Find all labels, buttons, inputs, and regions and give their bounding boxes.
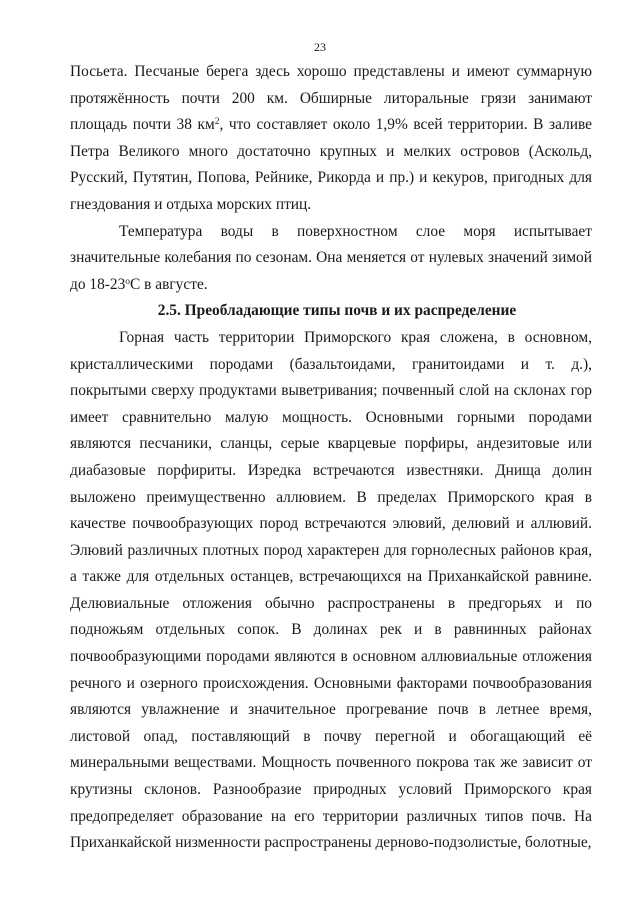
paragraph-coast: [70, 59, 592, 219]
page-body: [70, 59, 592, 857]
paragraph-water-temperature-text-a: Температура воды в поверхностном слое моря испытывает значительные колебания по сезонам. Она меняется от нулевых значений зимой до 18-23: [70, 222, 592, 293]
paragraph-soils: Горная часть территории Приморского края сложена, в основном, кристаллическими породами (базальтоидами, гранитоидами и т. д.), покрытыми сверху продуктами выветривания; почвенный слой на склонах гор имеет сравнительно малую мощность. Основными горными породами являются песчаники, сланцы, серые кварцевые порфиры, андезитовые или диабазовые порфириты. Изредка встречаются известняки. Днища долин выложено преимущественно аллювием. В пределах Приморского края в качестве почвообразующих пород встречаются элювий, делювий и аллювий. Элювий различных плотных пород характерен для горнолесных районов края, а также для отдельных останцев, встречающихся на Приханкайской равнине. Делювиальные отложения обычно распространены в предгорьях и по подножьям отдельных сопок. В долинах рек и в равнинных районах почвообразующими породами являются в основном аллювиальные отложения речного и озерного происхождения. Основными факторами почвообразования являются увлажнение и значительное прогревание почв в летнее время, листовой опад, поставляющий в почву перегной и обогащающий её минеральными веществами. Мощность почвенного покрова так же зависит от крутизны склонов. Разнообразие природных условий Приморского края предопределяет образование на его территории различных типов почв. На Приханкайской низменности распространены дерново-подзолистые, болотные,: [70, 328, 592, 852]
superscript-degree: о: [125, 275, 131, 287]
superscript-square: 2: [214, 115, 220, 127]
page-number: 23: [314, 40, 326, 54]
paragraph-coast-text-b: , что составляет около 1,9% всей территории. В заливе Петра Великого много достаточно крупных и мелких островов (Аскольд, Русский, Путятин, Попова, Рейнике, Рикорда и пр.) и кекуров, пригодных для гнездования и отдыха морских птиц.: [70, 116, 592, 213]
paragraph-water-temperature-text-b: С в августе.: [130, 275, 208, 293]
paragraph-water-temperature: [70, 219, 592, 299]
paragraph-coast-text-a: Посьета. Песчаные берега здесь хорошо представлены и имеют суммарную протяжённость почти 200 км. Обширные литоральные грязи занимают площадь почти 38 км: [70, 63, 592, 134]
section-heading: 2.5. Преобладающие типы почв и их распределение: [157, 302, 517, 320]
